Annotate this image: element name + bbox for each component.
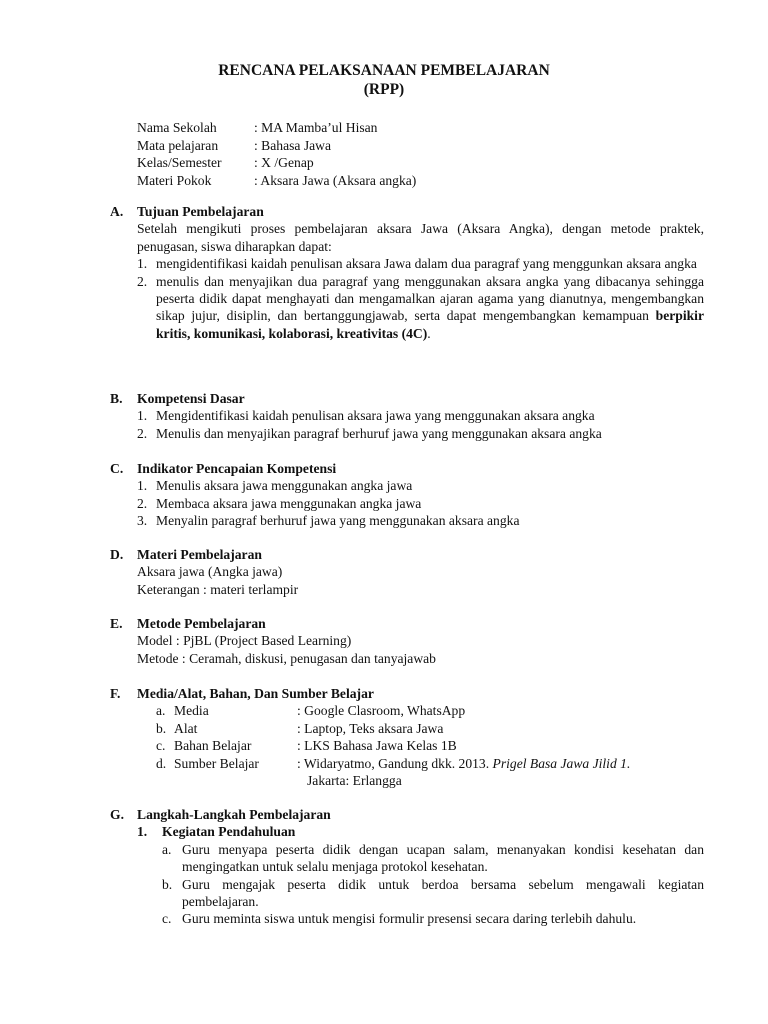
subsection-heading [137, 823, 704, 840]
section-line: Model : PjBL (Project Based Learning) [137, 633, 352, 649]
identity-label: Mata pelajaran [137, 137, 219, 153]
item-label: Bahan Belajar [174, 738, 252, 754]
list-number: 1. [137, 256, 148, 272]
list-letter: a. [156, 703, 166, 719]
numbered-list [137, 477, 704, 529]
section-body [137, 563, 704, 598]
item-label: Sumber Belajar [174, 755, 259, 771]
identity-label: Kelas/Semester [137, 155, 222, 171]
section-heading [110, 685, 704, 702]
list-item [137, 425, 704, 442]
section-body [137, 407, 704, 442]
list-letter: b. [162, 876, 173, 892]
section-title: Indikator Pencapaian Kompetensi [137, 461, 337, 476]
list-text-tail: . [427, 325, 431, 341]
list-item [162, 876, 704, 911]
identity-value: : MA Mamba’ul Hisan [254, 120, 378, 135]
section-line: Metode : Ceramah, diskusi, penugasan dan tanyajawab [137, 650, 436, 666]
list-item [137, 407, 704, 424]
item-value: : Laptop, Teks aksara Jawa [297, 720, 444, 736]
document-subtitle: (RPP) [363, 81, 405, 98]
section-title: Langkah-Langkah Pembelajaran [137, 807, 331, 822]
list-number: 2. [137, 495, 148, 511]
list-item [156, 702, 704, 719]
section-c [110, 460, 704, 530]
section-heading [110, 460, 704, 477]
section-f [110, 685, 704, 789]
section-letter: A. [110, 204, 124, 219]
list-text: Guru meminta siswa untuk mengisi formulir presensi secara daring terlebih dahulu. [182, 911, 637, 927]
list-text: Menulis dan menyajikan paragraf berhuruf jawa yang menggunakan aksara angka [156, 425, 602, 441]
section-title: Materi Pembelajaran [137, 547, 262, 562]
section-g [110, 806, 704, 928]
section-intro: Setelah mengikuti proses pembelajaran aksara Jawa (Aksara Angka), dengan metode praktek, penugasan, siswa diharapkan dapat: [137, 221, 704, 254]
section-heading [110, 546, 704, 563]
section-line: Keterangan : materi terlampir [137, 581, 299, 597]
section-line: Aksara jawa (Angka jawa) [137, 564, 283, 580]
section-body [137, 632, 704, 667]
list-item [156, 720, 704, 737]
list-number: 1. [137, 478, 148, 494]
numbered-list [137, 407, 704, 442]
list-item [137, 273, 704, 343]
item-value [297, 755, 697, 790]
section-heading [110, 203, 704, 220]
list-item [156, 755, 704, 790]
section-letter: C. [110, 461, 124, 476]
section-body [137, 823, 704, 927]
list-letter: d. [156, 755, 167, 771]
section-b [110, 390, 704, 442]
identity-row [137, 154, 416, 172]
list-text: Mengidentifikasi kaidah penulisan aksara jawa yang menggunakan aksara angka [156, 408, 595, 424]
section-letter: B. [110, 391, 123, 406]
subsection-number: 1. [137, 824, 148, 840]
section-title: Kompetensi Dasar [137, 391, 245, 406]
document-title: RENCANA PELAKSANAAN PEMBELAJARAN [218, 62, 550, 79]
list-text: Menyalin paragraf berhuruf jawa yang menggunakan aksara angka [156, 513, 520, 529]
identity-value: : Bahasa Jawa [254, 137, 332, 153]
list-number: 1. [137, 408, 148, 424]
section-title: Tujuan Pembelajaran [137, 204, 264, 219]
list-item [137, 512, 704, 529]
identity-value: : X /Genap [254, 155, 314, 171]
list-item [137, 477, 704, 494]
list-text: Guru menyapa peserta didik dengan ucapan salam, menanyakan kondisi kesehatan dan mengingatkan untuk selalu menjaga protokol kesehatan. [182, 841, 704, 875]
list-item [156, 737, 704, 754]
book-title: Prigel Basa Jawa Jilid 1. [492, 755, 631, 771]
section-heading [110, 615, 704, 632]
list-item [137, 255, 704, 272]
list-text: mengidentifikasi kaidah penulisan aksara Jawa dalam dua paragraf yang menggunkan aksara angka [156, 256, 697, 272]
identity-label: Nama Sekolah [137, 120, 217, 135]
list-letter: a. [162, 841, 172, 857]
section-title: Metode Pembelajaran [137, 616, 266, 631]
list-text: Guru mengajak peserta didik untuk berdoa bersama sebelum mengawali kegiatan pembelajaran. [182, 876, 704, 910]
section-e [110, 615, 704, 667]
section-body [137, 477, 704, 529]
item-label: Alat [174, 720, 198, 736]
list-number: 2. [137, 425, 148, 441]
list-number: 3. [137, 513, 148, 529]
lettered-list [162, 841, 704, 928]
identity-label: Materi Pokok [137, 172, 212, 188]
item-value: : LKS Bahasa Jawa Kelas 1B [297, 738, 457, 754]
item-label: Media [174, 703, 209, 719]
section-d [110, 546, 704, 598]
section-heading [110, 390, 704, 407]
section-letter: D. [110, 547, 124, 562]
identity-row [137, 119, 416, 137]
identity-row [137, 137, 416, 155]
list-letter: c. [162, 911, 172, 927]
list-item [162, 841, 704, 876]
identity-block [137, 119, 416, 189]
section-heading [110, 806, 704, 823]
list-text: Membaca aksara jawa menggunakan angka jawa [156, 495, 422, 511]
section-letter: G. [110, 807, 124, 822]
section-body [137, 702, 704, 789]
section-body [137, 220, 704, 342]
list-number: 2. [137, 273, 148, 289]
list-letter: c. [156, 738, 166, 754]
section-letter: E. [110, 616, 123, 631]
list-text-bold: berpikir kritis, komunikasi, kolaborasi, kreativitas (4C) [156, 308, 704, 341]
list-item [162, 910, 704, 927]
list-text: Menulis aksara jawa menggunakan angka jawa [156, 478, 413, 494]
item-value: : Google Clasroom, WhatsApp [297, 703, 466, 719]
identity-row [137, 172, 416, 190]
identity-value: : Aksara Jawa (Aksara angka) [254, 172, 417, 188]
section-letter: F. [110, 686, 121, 701]
list-letter: b. [156, 720, 167, 736]
list-text: menulis dan menyajikan dua paragraf yang menggunakan aksara angka yang dibacanya sehingga peserta didik dapat menghayati dan mengamalkan ajaran agama yang dianutnya, mengembangkan sikap jujur, disiplin, dan bertanggungjawab, serta dapat mengembangkan kemampuan [156, 273, 704, 324]
section-title: Media/Alat, Bahan, Dan Sumber Belajar [137, 686, 374, 701]
reference-publisher: Jakarta: Erlangga [307, 773, 402, 789]
lettered-list [156, 702, 704, 789]
numbered-list [137, 255, 704, 342]
subsection-title: Kegiatan Pendahuluan [162, 824, 296, 840]
reference-text: : Widaryatmo, Gandung dkk. 2013. [297, 755, 493, 771]
section-a [110, 203, 704, 342]
list-item [137, 495, 704, 512]
